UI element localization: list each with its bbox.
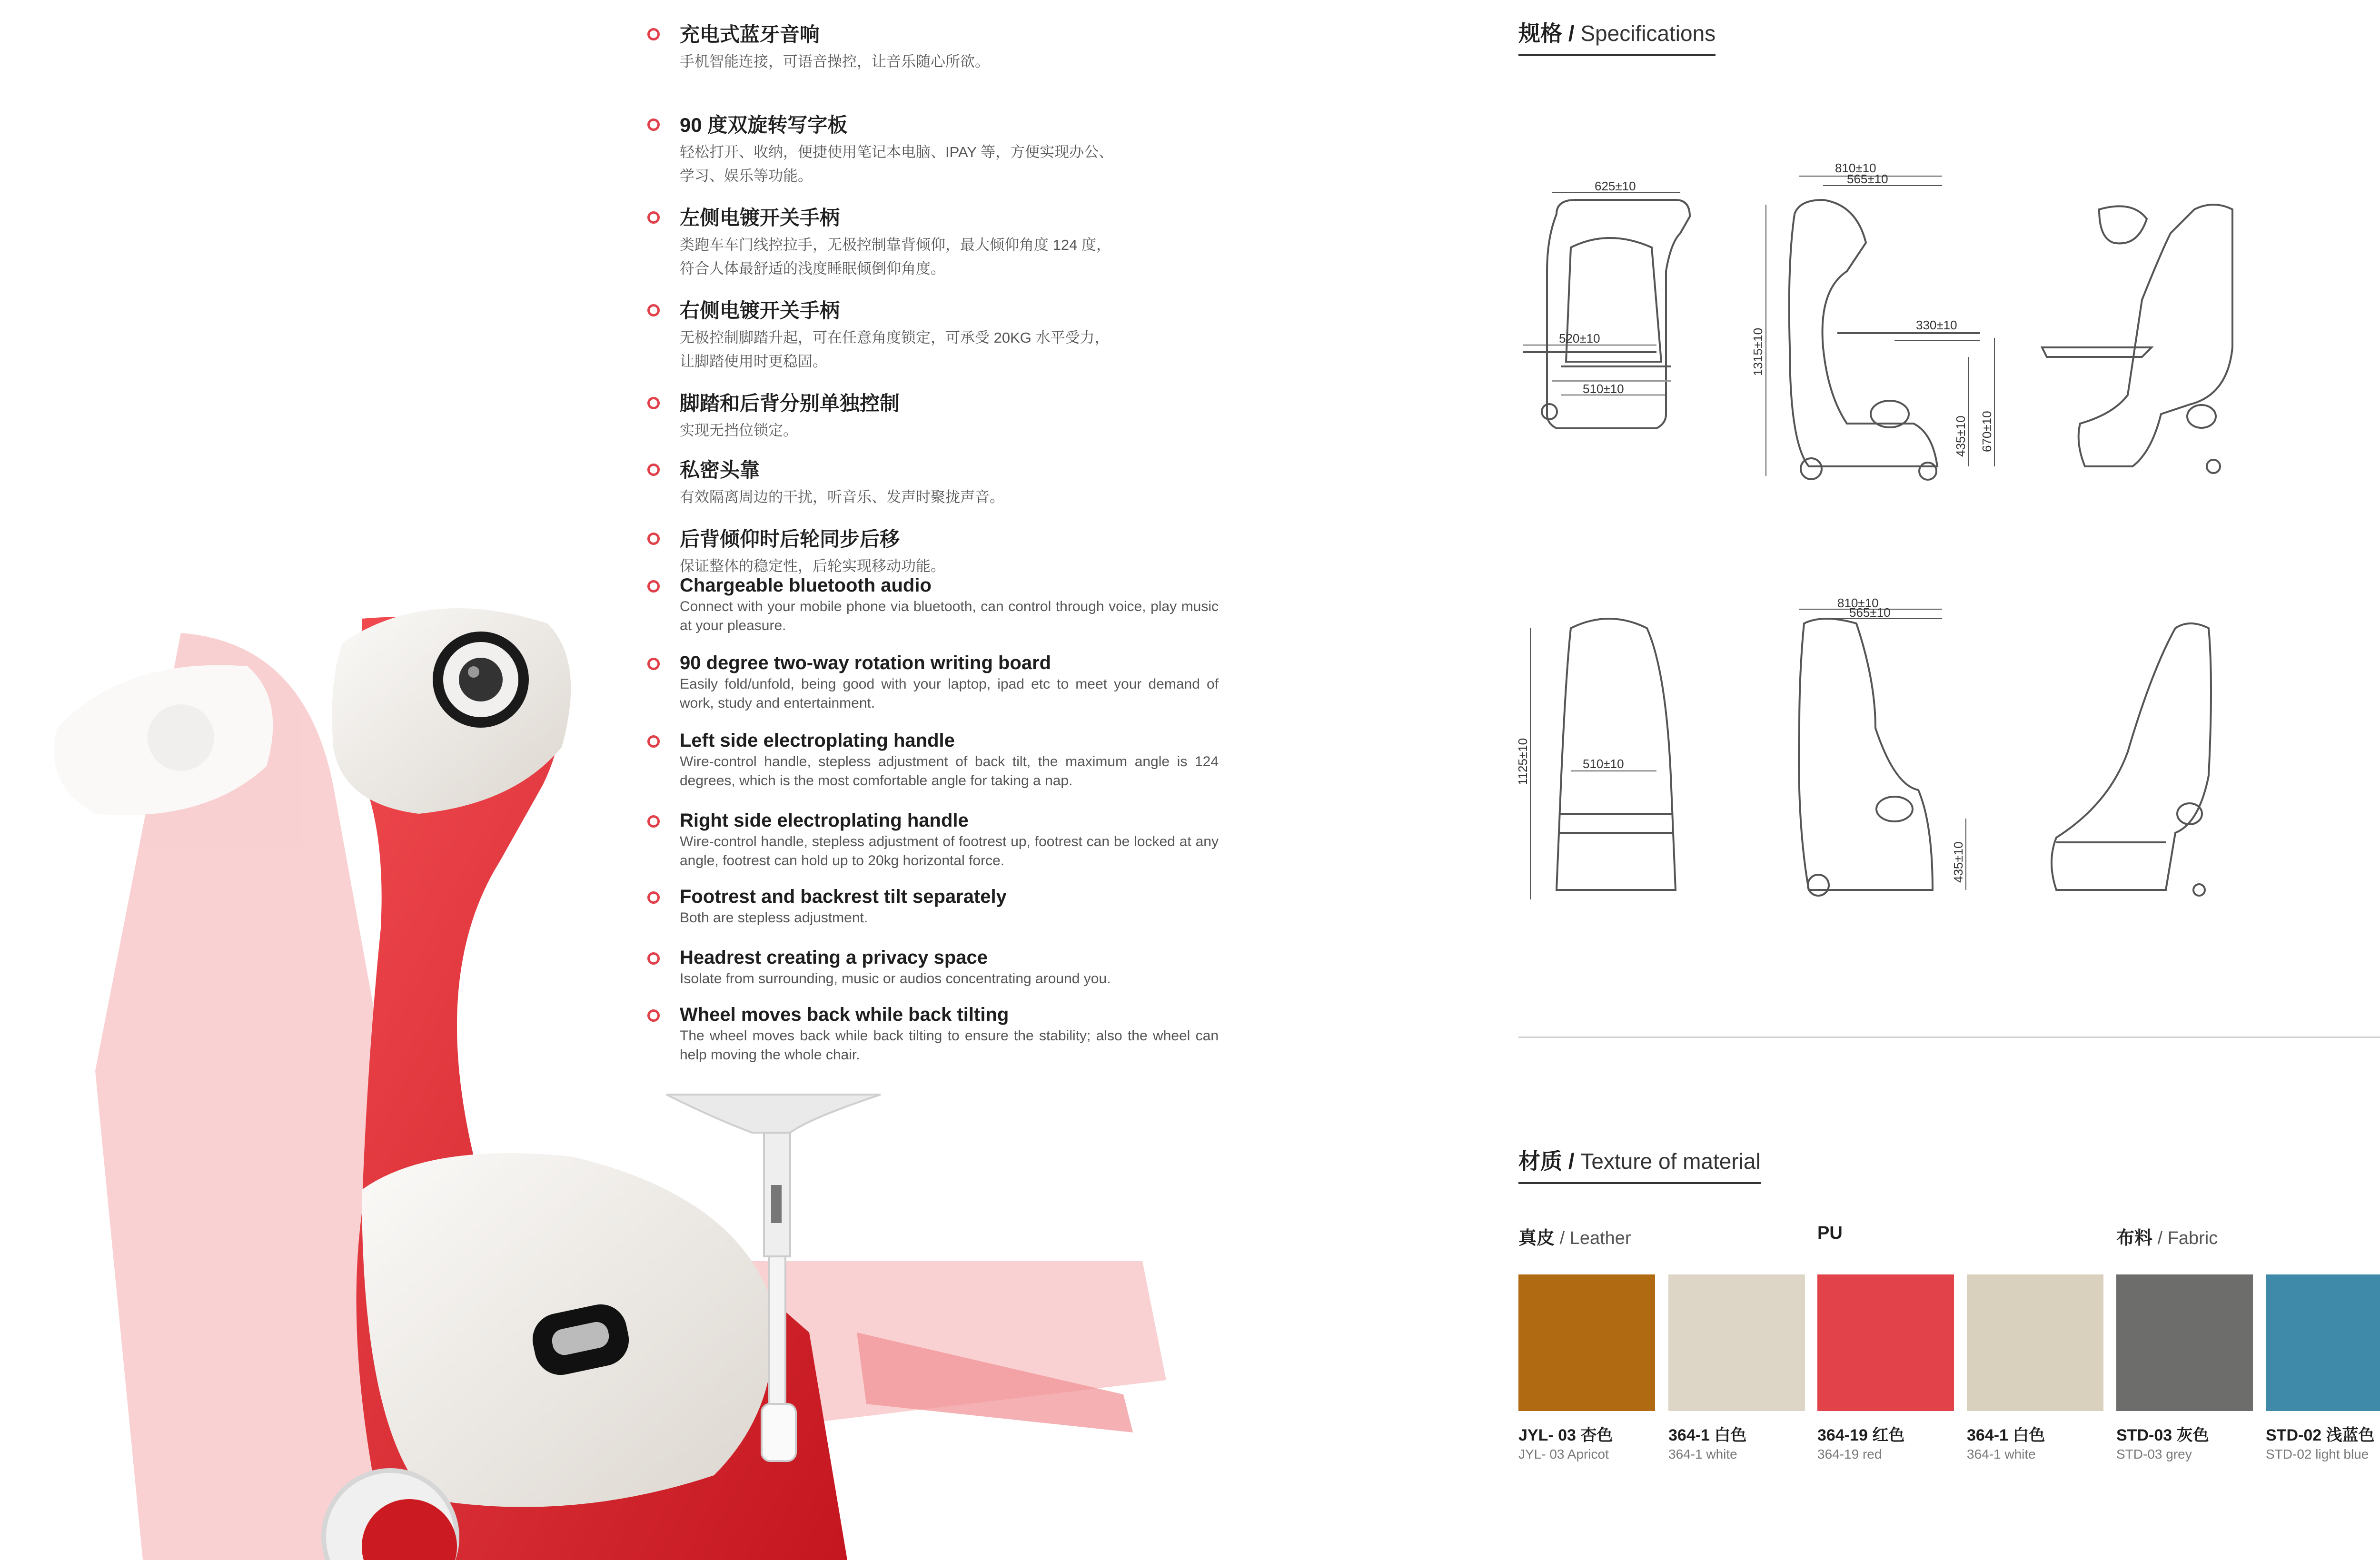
speaker-icon <box>438 637 524 722</box>
feature-item-en <box>647 809 1219 885</box>
bullet-icon <box>647 1009 660 1022</box>
bullet-icon <box>647 464 660 476</box>
feature-title: 后背倾仰时后轮同步后移 <box>680 528 900 550</box>
bullet-icon <box>647 533 660 545</box>
dim-depth-body: 565±10 <box>1847 172 1888 186</box>
swatch-subtitle: 364-19 red <box>1817 1447 1882 1461</box>
swatch-apricot-leather[interactable] <box>1518 1274 1655 1411</box>
dim-lower-depth-body: 565±10 <box>1849 605 1891 620</box>
bullet-icon <box>647 952 660 965</box>
feature-title: Left side electroplating handle <box>680 730 955 751</box>
dim-seat-width: 510±10 <box>1583 382 1624 396</box>
swatch-code: STD-03 灰色 <box>2116 1426 2209 1444</box>
swatch-white-pu[interactable] <box>1967 1274 2103 1411</box>
material-category-leather: 真皮 / Leather <box>1518 1228 1631 1248</box>
feature-item-en <box>647 573 1219 651</box>
feature-desc: 保证整体的稳定性，后轮实现移动功能。 <box>680 558 945 574</box>
feature-title: Headrest creating a privacy space <box>680 947 988 968</box>
feature-desc: The wheel moves back while back tilting to ensure the stability; also the wheel can help moving the whole chair. <box>680 1028 1219 1063</box>
swatch-subtitle: JYL- 03 Apricot <box>1518 1447 1609 1461</box>
dim-tray-width: 520±10 <box>1559 331 1600 346</box>
feature-title: Chargeable bluetooth audio <box>680 575 932 596</box>
section-divider <box>1518 1037 2380 1038</box>
feature-item-cn <box>647 205 1219 297</box>
bullet-icon <box>647 118 660 131</box>
feature-desc: Both are stepless adjustment. <box>680 910 868 926</box>
feature-title: 90 度双旋转写字板 <box>680 114 848 136</box>
feature-item-cn <box>647 297 1219 390</box>
feature-item-en <box>647 1003 1219 1080</box>
feature-item-cn <box>647 21 1219 112</box>
feature-desc: Isolate from surrounding, music or audios concentrating around you. <box>680 971 1111 987</box>
bullet-icon <box>647 658 660 670</box>
feature-item-en <box>647 729 1219 809</box>
dim-tray-depth: 330±10 <box>1916 318 1957 332</box>
feature-item-cn <box>647 457 1219 526</box>
dim-depth-total: 810±10 <box>1835 161 1876 175</box>
feature-item-en <box>647 885 1219 946</box>
specifications-title: 规格 / Specifications <box>1518 19 1716 48</box>
swatch-code: 364-19 红色 <box>1817 1426 1905 1444</box>
feature-desc: 手机智能连接，可语音操控，让音乐随心所欲。 <box>680 53 990 70</box>
swatch-subtitle: STD-02 light blue <box>2266 1447 2369 1461</box>
perspective-view-drawing <box>2042 205 2232 473</box>
swatch-lightblue-fabric[interactable] <box>2266 1274 2380 1411</box>
feature-desc: 有效隔离周边的干扰，听音乐、发声时聚拢声音。 <box>680 489 1004 505</box>
bullet-icon <box>647 211 660 224</box>
feature-title: Footrest and backrest tilt separately <box>680 886 1007 907</box>
swatch-white-leather[interactable] <box>1668 1274 1805 1411</box>
dim-front-width: 625±10 <box>1595 179 1636 193</box>
dimension-drawings <box>1514 157 2347 938</box>
feature-title: Wheel moves back while back tilting <box>680 1004 1009 1025</box>
feature-title: 私密头靠 <box>680 459 760 481</box>
feature-title: 右侧电镀开关手柄 <box>680 299 840 322</box>
feature-title: 左侧电镀开关手柄 <box>680 207 840 229</box>
swatch-subtitle: 364-1 white <box>1967 1447 2036 1461</box>
perspective-view-lower-drawing <box>2052 623 2211 896</box>
bullet-icon <box>647 815 660 828</box>
swatch-subtitle: 364-1 white <box>1668 1447 1737 1461</box>
feature-item-cn <box>647 390 1219 457</box>
bullet-icon <box>647 891 660 904</box>
bullet-icon <box>647 397 660 409</box>
material-category-pu: PU <box>1817 1223 1843 1243</box>
swatch-grey-fabric[interactable] <box>2116 1274 2253 1411</box>
side-view-lower-drawing <box>1799 609 1966 896</box>
feature-list-chinese <box>647 21 1219 592</box>
feature-desc: 无极控制脚踏升起，可在任意角度锁定，可承受 20KG 水平受力， 让脚踏使用时更稳固。 <box>680 329 1110 370</box>
feature-item-en <box>647 651 1219 729</box>
feature-desc: Wire-control handle, stepless adjustment of footrest up, footrest can be locked at any angle, footrest can hold up to 20kg horizontal force. <box>680 834 1219 869</box>
feature-item-en <box>647 946 1219 1003</box>
swatch-red-pu[interactable] <box>1817 1274 1954 1411</box>
feature-title: 90 degree two-way rotation writing board <box>680 652 1051 673</box>
swatch-code: 364-1 白色 <box>1967 1426 2045 1444</box>
bullet-icon <box>647 28 660 40</box>
feature-desc: 类跑车车门线控拉手，无极控制靠背倾仰，最大倾仰角度 124 度， 符合人体最舒适的浅度睡眠倾倒仰角度。 <box>680 237 1111 277</box>
dim-lower-seat-width: 510±10 <box>1583 757 1624 771</box>
dim-seat-height: 435±10 <box>1954 415 1968 457</box>
feature-title: 脚踏和后背分别单独控制 <box>680 392 900 415</box>
swatch-code: JYL- 03 杏色 <box>1518 1426 1613 1444</box>
feature-desc: Wire-control handle, stepless adjustment of back tilt, the maximum angle is 124 degrees, which is the most comfortable angle for taking a nap. <box>680 754 1219 789</box>
feature-title: 充电式蓝牙音响 <box>680 23 820 46</box>
dim-lower-height: 1125±10 <box>1516 738 1530 785</box>
dim-lower-seat-height: 435±10 <box>1951 841 1965 883</box>
material-category-fabric: 布料 / Fabric <box>2116 1228 2218 1248</box>
feature-list-english <box>647 573 1219 1080</box>
bullet-icon <box>647 304 660 316</box>
feature-desc: Easily fold/unfold, being good with your laptop, ipad etc to meet your demand of work, study and entertainment. <box>680 676 1219 711</box>
swatch-code: 364-1 白色 <box>1668 1426 1747 1444</box>
feature-desc: 轻松打开、收纳，便捷使用笔记本电脑、IPAY 等，方便实现办公、 学习、娱乐等功能。 <box>680 144 1114 184</box>
bullet-icon <box>647 580 660 592</box>
feature-desc: Connect with your mobile phone via bluetooth, can control through voice, play music at your pleasure. <box>680 599 1219 633</box>
bullet-icon <box>647 735 660 748</box>
materials-title: 材质 / Texture of material <box>1518 1147 1761 1175</box>
swatch-subtitle: STD-03 grey <box>2116 1447 2192 1461</box>
feature-title: Right side electroplating handle <box>680 810 969 831</box>
dim-tray-height: 670±10 <box>1980 411 1994 452</box>
dim-lower-depth-total: 810±10 <box>1837 596 1879 610</box>
feature-item-cn <box>647 112 1219 205</box>
dim-overall-height: 1315±10 <box>1751 327 1765 376</box>
feature-desc: 实现无挡位锁定。 <box>680 422 798 439</box>
swatch-code: STD-02 浅蓝色 <box>2266 1426 2375 1444</box>
